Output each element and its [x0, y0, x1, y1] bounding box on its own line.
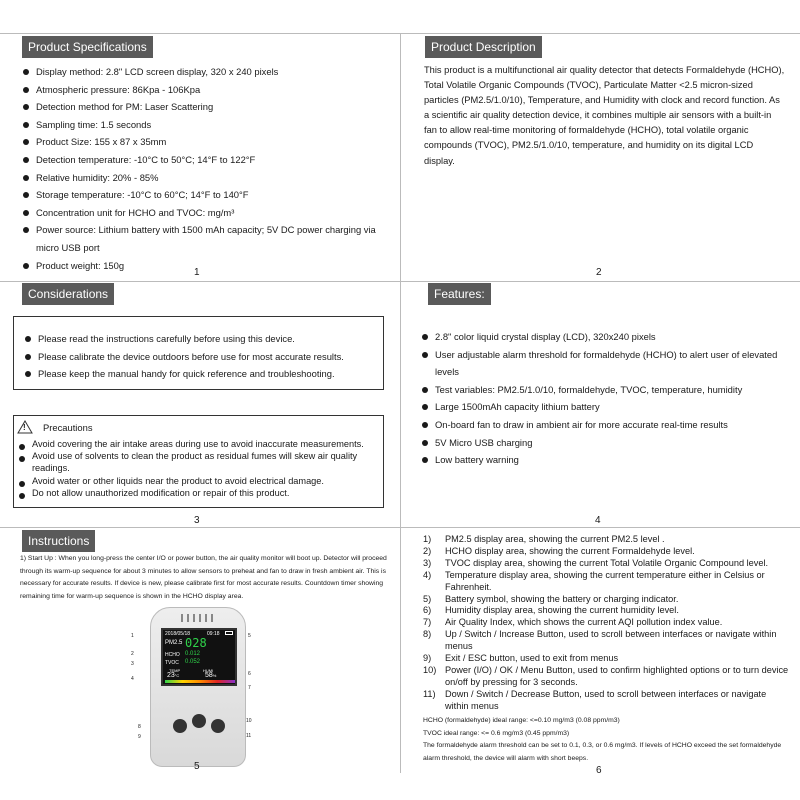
precautions-box: [13, 415, 384, 508]
list-item: Atmospheric pressure: 86Kpa - 106Kpa: [22, 81, 382, 99]
list-item: Storage temperature: -10°C to 60°C; 14°F to 140°F: [22, 186, 382, 204]
list-item: 2.8" color liquid crystal display (LCD), 320x240 pixels: [421, 328, 793, 346]
description-heading: Product Description: [425, 36, 542, 58]
list-item: 10) Power (I/O) / OK / Menu Button, used to confirm highlighted options or to turn device on/off by pressing for 3 seconds.: [423, 664, 789, 687]
list-item: 11) Down / Switch / Decrease Button, used to scroll between interfaces or navigate within menus: [423, 688, 767, 711]
list-item: Avoid covering the air intake areas during use to avoid inaccurate measurements.: [18, 438, 380, 450]
list-item: Product weight: 150g: [22, 257, 382, 275]
alarm-threshold-note: The formaldehyde alarm threshold can be set to 0.1, 0.3, or 0.6 mg/m3. If levels of HCHO exceed the set formaldehyde alarm threshold, the device will alarm with short beeps.: [423, 742, 782, 762]
list-item: 5V Micro USB charging: [421, 434, 793, 452]
date-readout: 2018/05/18: [165, 631, 191, 637]
clock-readout: 09:18: [207, 631, 220, 637]
temp-unit: °C: [174, 673, 180, 678]
list-item: Avoid water or other liquids near the product to avoid electrical damage.: [18, 475, 380, 487]
page-product-description: [401, 34, 800, 281]
callout-6: 6: [248, 671, 251, 677]
list-item: 3) TVOC display area, showing the current Total Volatile Organic Compound level.: [423, 557, 769, 568]
callout-10: 10: [246, 718, 252, 724]
tvoc-label: TVOC: [165, 660, 179, 666]
tvoc-range-note: TVOC ideal range: <= 0.6 mg/m3 (0.45 ppm/m3): [423, 729, 570, 737]
temp-label: TEMP: [169, 668, 181, 673]
hcho-value: 0.012: [185, 651, 201, 657]
tvoc-value: 0.052: [185, 659, 201, 665]
callout-9: 9: [138, 734, 141, 740]
page-product-specifications: [0, 34, 399, 281]
warning-glyph: !: [23, 423, 26, 432]
temp-value: 23: [167, 672, 175, 679]
callout-11: 11: [246, 733, 252, 739]
list-item: Please keep the manual handy for quick reference and troubleshooting.: [24, 365, 379, 383]
callout-4: 4: [131, 676, 134, 682]
humidity-value: 58: [205, 672, 213, 679]
hcho-label: HCHO: [165, 652, 180, 658]
pm-label: PM2.5: [165, 640, 183, 646]
callout-8: 8: [138, 724, 141, 730]
considerations-list: [24, 330, 379, 383]
list-item: 1) PM2.5 display area, showing the current PM2.5 level .: [423, 534, 665, 544]
page-features: [401, 282, 800, 527]
humidity-label: HUMI: [203, 668, 214, 673]
specifications-heading: Product Specifications: [22, 36, 153, 58]
legend-list: [423, 534, 791, 713]
list-item: User adjustable alarm threshold for formaldehyde (HCHO) to alert user of elevated levels: [421, 346, 793, 381]
list-item: 5) Battery symbol, showing the battery or charging indicator.: [423, 593, 679, 604]
list-item: 4) Temperature display area, showing the current temperature either in Celsius or Fahrenheit.: [423, 569, 765, 592]
list-item: Please read the instructions carefully before using this device.: [24, 330, 379, 348]
callout-1: 1: [131, 633, 134, 639]
features-list: [421, 328, 793, 469]
instructions-heading: Instructions: [22, 530, 95, 552]
callouts: [0, 528, 399, 773]
page-considerations: [0, 282, 399, 527]
callout-2: 2: [131, 651, 134, 657]
callout-7: 7: [248, 685, 251, 691]
list-item: 7) Air Quality Index, which shows the current AQI pollution index value.: [423, 617, 723, 628]
page-display-legend: [401, 528, 800, 773]
list-item: Please calibrate the device outdoors before use for most accurate results.: [24, 348, 379, 366]
page-number: 6: [596, 765, 602, 773]
list-item: Large 1500mAh capacity lithium battery: [421, 398, 793, 416]
list-item: Low battery warning: [421, 451, 793, 469]
page-number: 2: [596, 267, 602, 278]
page-number: 5: [194, 761, 200, 772]
features-heading: Features:: [428, 283, 491, 305]
list-item: 6) Humidity display area, showing the current humidity level.: [423, 605, 679, 616]
considerations-box: [13, 316, 384, 390]
hcho-range-note: HCHO (formaldehyde) ideal range: <=0.10 mg/m3 (0.08 ppm/m3): [423, 717, 620, 724]
list-item: Sampling time: 1.5 seconds: [22, 116, 382, 134]
warning-icon: [17, 420, 33, 439]
list-item: Display method: 2.8" LCD screen display, 320 x 240 pixels: [22, 63, 382, 81]
page-instructions: [0, 528, 399, 773]
callout-3: 3: [131, 661, 134, 667]
precautions-list: [18, 438, 380, 499]
notes: [423, 715, 783, 765]
page-number: 1: [194, 267, 200, 278]
pm-value: 028: [185, 636, 207, 650]
startup-text: 1) Start Up : When you long-press the center I/O or power button, the air quality monitor will boot up. Detector will proceed through its warm-up sequence for about 3 minutes to allow sensors to preheat and fan to draw in fresh ambient air. This is necessary for accurate results. If device is new, please calibrate first for most accurate results. Countdown timer showing remaining time for warm-up sequence is shown in the HCHO display area.: [20, 555, 387, 600]
description-text: This product is a multifunctional air quality detector that detects Formaldehyde (HCHO), Total Volatile Organic Compounds (TVOC), Particulate Matter <2.5 micron-sized particles (PM2.5/1.0/10), Temperature, and Humidity with clock and record function. As a scientific air quality detection device, it combines multiple air sensors with a built-in fan to allow real-time monitoring of formaldehyde (HCHO), total volatile organic compounds (TVOC), PM2.5/1.0/10, temperature, and humidity on its digital LCD display.: [424, 65, 785, 166]
page-number: 4: [595, 515, 601, 526]
list-item: Detection method for PM: Laser Scattering: [22, 98, 382, 116]
callout-5: 5: [248, 633, 251, 639]
precautions-title: Precautions: [43, 422, 93, 433]
list-item: 9) Exit / ESC button, used to exit from menus: [423, 653, 619, 664]
list-item: Relative humidity: 20% - 85%: [22, 169, 382, 187]
list-item: Power source: Lithium battery with 1500 mAh capacity; 5V DC power charging via micro USB port: [22, 221, 382, 256]
list-item: Detection temperature: -10°C to 50°C; 14°F to 122°F: [22, 151, 382, 169]
page-number: 3: [194, 515, 200, 526]
list-item: Avoid use of solvents to clean the product as residual fumes will skew air quality readings.: [18, 450, 380, 474]
list-item: On-board fan to draw in ambient air for more accurate real-time results: [421, 416, 793, 434]
list-item: Concentration unit for HCHO and TVOC: mg/m³: [22, 204, 382, 222]
specifications-list: [22, 63, 382, 274]
list-item: Do not allow unauthorized modification or repair of this product.: [18, 487, 380, 499]
list-item: Product Size: 155 x 87 x 35mm: [22, 133, 382, 151]
considerations-heading: Considerations: [22, 283, 114, 305]
list-item: 8) Up / Switch / Increase Button, used to scroll between interfaces or navigate within menus: [423, 629, 777, 652]
list-item: Test variables: PM2.5/1.0/10, formaldehyde, TVOC, temperature, humidity: [421, 381, 793, 399]
humidity-unit: %: [212, 673, 217, 678]
list-item: 2) HCHO display area, showing the current Formaldehyde level.: [423, 545, 695, 556]
